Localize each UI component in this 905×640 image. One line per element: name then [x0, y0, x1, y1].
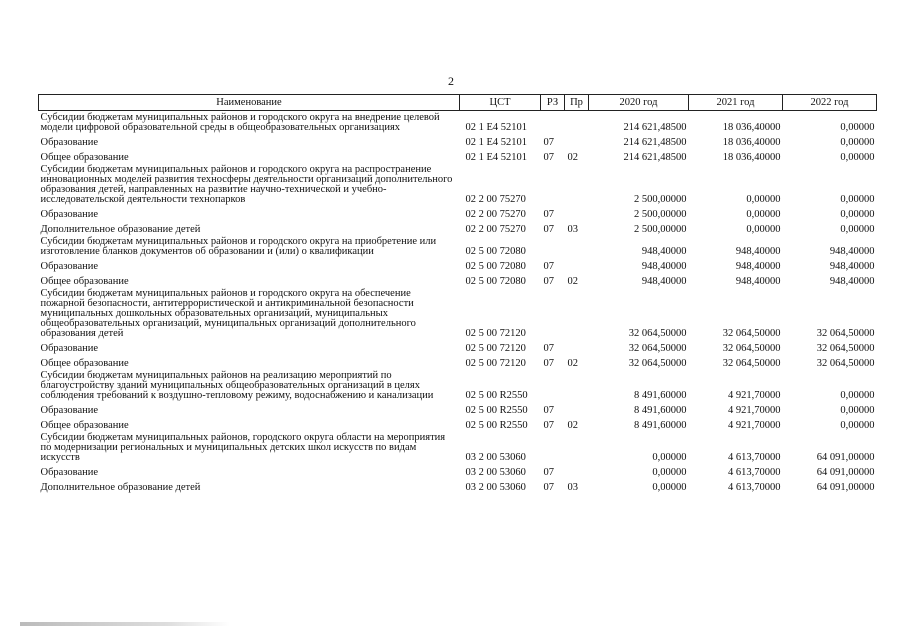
row-2021: 32 064,50000	[722, 358, 781, 369]
row-pr	[565, 401, 589, 416]
table-row	[39, 235, 877, 257]
row-rz: 07	[543, 420, 554, 431]
row-2021: 4 613,70000	[728, 482, 781, 493]
row-2020: 8 491,60000	[634, 420, 687, 431]
row-2021: 18 036,40000	[722, 137, 781, 148]
row-2020: 32 064,50000	[628, 358, 687, 369]
table-row	[39, 287, 877, 339]
row-rz: 07	[543, 276, 554, 287]
row-2022: 0,00000	[840, 209, 875, 220]
row-rz	[541, 287, 565, 339]
row-2022: 64 091,00000	[816, 452, 875, 463]
row-2021: 4 921,70000	[728, 405, 781, 416]
row-2020: 214 621,48500	[623, 122, 687, 133]
row-2022: 0,00000	[840, 224, 875, 235]
row-2020: 948,40000	[641, 246, 687, 257]
row-2022: 0,00000	[840, 194, 875, 205]
scan-artifact-bar	[20, 622, 230, 626]
table-row	[39, 354, 877, 369]
row-2022: 0,00000	[840, 122, 875, 133]
row-cst: 02 5 00 72080	[465, 261, 526, 272]
row-rz	[541, 163, 565, 205]
row-cst: 03 2 00 53060	[465, 482, 526, 493]
table-row	[39, 163, 877, 205]
row-2020: 32 064,50000	[628, 328, 687, 339]
row-cst: 02 5 00 R2550	[465, 420, 528, 431]
row-rz: 07	[543, 224, 554, 235]
row-2021: 0,00000	[746, 209, 781, 220]
table-row	[39, 111, 877, 134]
table-row	[39, 369, 877, 401]
row-name: Образование	[40, 209, 99, 220]
row-2022: 32 064,50000	[816, 358, 875, 369]
table-row	[39, 133, 877, 148]
row-cst: 02 1 E4 52101	[465, 137, 528, 148]
row-2022: 948,40000	[829, 261, 875, 272]
row-name: Дополнительное образование детей	[40, 482, 201, 493]
row-cst: 02 5 00 72080	[465, 276, 526, 287]
row-2022: 0,00000	[840, 390, 875, 401]
row-name: Субсидии бюджетам муниципальных районов на реализацию мероприятий по благоустройству зданий муниципальных общеобразовательных организаций в целях соблюдения требований к воздушно-тепловому режиму, водоснабжению и канализации	[40, 370, 434, 401]
row-cst: 02 5 00 72080	[465, 246, 526, 257]
row-2022: 64 091,00000	[816, 482, 875, 493]
row-2021: 18 036,40000	[722, 152, 781, 163]
row-2021: 4 921,70000	[728, 390, 781, 401]
row-2020: 32 064,50000	[628, 343, 687, 354]
row-rz	[541, 369, 565, 401]
row-2022: 948,40000	[829, 246, 875, 257]
row-2021: 0,00000	[746, 224, 781, 235]
row-2020: 948,40000	[641, 261, 687, 272]
row-cst: 02 2 00 75270	[465, 224, 526, 235]
row-2021: 4 921,70000	[728, 420, 781, 431]
row-name: Общее образование	[40, 276, 129, 287]
header-2022: 2022 год	[783, 95, 877, 111]
table-row	[39, 431, 877, 463]
row-cst: 02 1 E4 52101	[465, 122, 528, 133]
row-name: Образование	[40, 343, 99, 354]
row-rz: 07	[543, 467, 554, 478]
row-rz: 07	[543, 482, 554, 493]
row-2022: 0,00000	[840, 137, 875, 148]
row-2020: 2 500,00000	[634, 209, 687, 220]
row-cst: 03 2 00 53060	[465, 467, 526, 478]
row-2022: 0,00000	[840, 420, 875, 431]
row-2021: 948,40000	[735, 261, 781, 272]
row-rz: 07	[543, 261, 554, 272]
row-rz	[541, 431, 565, 463]
row-cst: 02 5 00 72120	[465, 328, 526, 339]
row-rz	[541, 111, 565, 134]
row-2022: 64 091,00000	[816, 467, 875, 478]
row-pr	[565, 287, 589, 339]
row-2020: 8 491,60000	[634, 390, 687, 401]
header-cst: ЦСТ	[460, 95, 541, 111]
table-row	[39, 220, 877, 235]
row-2022: 32 064,50000	[816, 343, 875, 354]
row-name: Образование	[40, 261, 99, 272]
budget-table	[38, 94, 877, 493]
row-pr: 02	[567, 358, 578, 369]
row-2021: 0,00000	[746, 194, 781, 205]
row-name: Общее образование	[40, 420, 129, 431]
row-2021: 948,40000	[735, 246, 781, 257]
row-2021: 4 613,70000	[728, 452, 781, 463]
row-2021: 18 036,40000	[722, 122, 781, 133]
row-pr	[565, 111, 589, 134]
row-pr	[565, 133, 589, 148]
row-2021: 32 064,50000	[722, 343, 781, 354]
header-2020: 2020 год	[589, 95, 689, 111]
row-2021: 4 613,70000	[728, 467, 781, 478]
row-cst: 03 2 00 53060	[465, 452, 526, 463]
row-pr: 03	[567, 224, 578, 235]
header-2021: 2021 год	[689, 95, 783, 111]
row-cst: 02 2 00 75270	[465, 209, 526, 220]
table-row	[39, 148, 877, 163]
row-2020: 0,00000	[652, 452, 687, 463]
row-2022: 0,00000	[840, 152, 875, 163]
row-2020: 0,00000	[652, 482, 687, 493]
row-name: Субсидии бюджетам муниципальных районов и городского округа на распространение инновационных моделей развития техносферы деятельности организаций дополнительного образования детей, направленных на развитие научно-технической и учебно-исследовательской деятельности технопарков	[40, 164, 453, 205]
row-cst: 02 1 E4 52101	[465, 152, 528, 163]
table-header-row	[39, 95, 877, 111]
row-rz	[541, 235, 565, 257]
row-pr	[565, 369, 589, 401]
row-name: Субсидии бюджетам муниципальных районов, городского округа области на мероприятия по модернизации региональных и муниципальных детских школ искусств по видам искусств	[40, 432, 446, 463]
row-pr	[565, 463, 589, 478]
row-name: Общее образование	[40, 152, 129, 163]
table-row	[39, 272, 877, 287]
row-2022: 0,00000	[840, 405, 875, 416]
row-2020: 214 621,48500	[623, 137, 687, 148]
row-pr: 02	[567, 152, 578, 163]
row-pr: 02	[567, 276, 578, 287]
row-2020: 8 491,60000	[634, 405, 687, 416]
row-2020: 948,40000	[641, 276, 687, 287]
row-pr: 03	[567, 482, 578, 493]
row-cst: 02 5 00 R2550	[465, 390, 528, 401]
row-name: Дополнительное образование детей	[40, 224, 201, 235]
row-2021: 32 064,50000	[722, 328, 781, 339]
row-name: Образование	[40, 467, 99, 478]
row-2020: 0,00000	[652, 467, 687, 478]
row-cst: 02 5 00 R2550	[465, 405, 528, 416]
row-name: Образование	[40, 405, 99, 416]
row-2020: 214 621,48500	[623, 152, 687, 163]
row-cst: 02 2 00 75270	[465, 194, 526, 205]
page-number: 2	[448, 74, 454, 88]
table-row	[39, 416, 877, 431]
row-name: Субсидии бюджетам муниципальных районов и городского округа на обеспечение пожарной безопасности, антитеррористической и антикриминальной безопасности муниципальных дошкольных образовательных организаций, муниципальных общеобразовательных организаций, муниципальных организаций дополнительного образования детей	[40, 288, 416, 339]
row-cst: 02 5 00 72120	[465, 358, 526, 369]
row-2020: 2 500,00000	[634, 194, 687, 205]
row-cst: 02 5 00 72120	[465, 343, 526, 354]
row-pr	[565, 339, 589, 354]
row-name: Общее образование	[40, 358, 129, 369]
table-row	[39, 463, 877, 478]
table-row	[39, 257, 877, 272]
row-2022: 32 064,50000	[816, 328, 875, 339]
row-pr: 02	[567, 420, 578, 431]
row-pr	[565, 163, 589, 205]
row-pr	[565, 431, 589, 463]
row-rz: 07	[543, 343, 554, 354]
row-2021: 948,40000	[735, 276, 781, 287]
row-pr	[565, 235, 589, 257]
table-row	[39, 478, 877, 493]
header-name: Наименование	[39, 95, 460, 111]
row-rz: 07	[543, 405, 554, 416]
row-rz: 07	[543, 152, 554, 163]
row-2022: 948,40000	[829, 276, 875, 287]
table-row	[39, 401, 877, 416]
row-rz: 07	[543, 137, 554, 148]
row-pr	[565, 257, 589, 272]
header-rz: РЗ	[541, 95, 565, 111]
header-pr: Пр	[565, 95, 589, 111]
row-pr	[565, 205, 589, 220]
table-row	[39, 339, 877, 354]
row-name: Субсидии бюджетам муниципальных районов и городского округа на приобретение или изготовление бланков документов об образовании и (или) о квалификации	[40, 236, 437, 257]
row-rz: 07	[543, 209, 554, 220]
table-row	[39, 205, 877, 220]
row-name: Образование	[40, 137, 99, 148]
row-name: Субсидии бюджетам муниципальных районов и городского округа на внедрение целевой модели цифровой образовательной среды в общеобразовательных организациях	[40, 112, 440, 133]
row-2020: 2 500,00000	[634, 224, 687, 235]
row-rz: 07	[543, 358, 554, 369]
